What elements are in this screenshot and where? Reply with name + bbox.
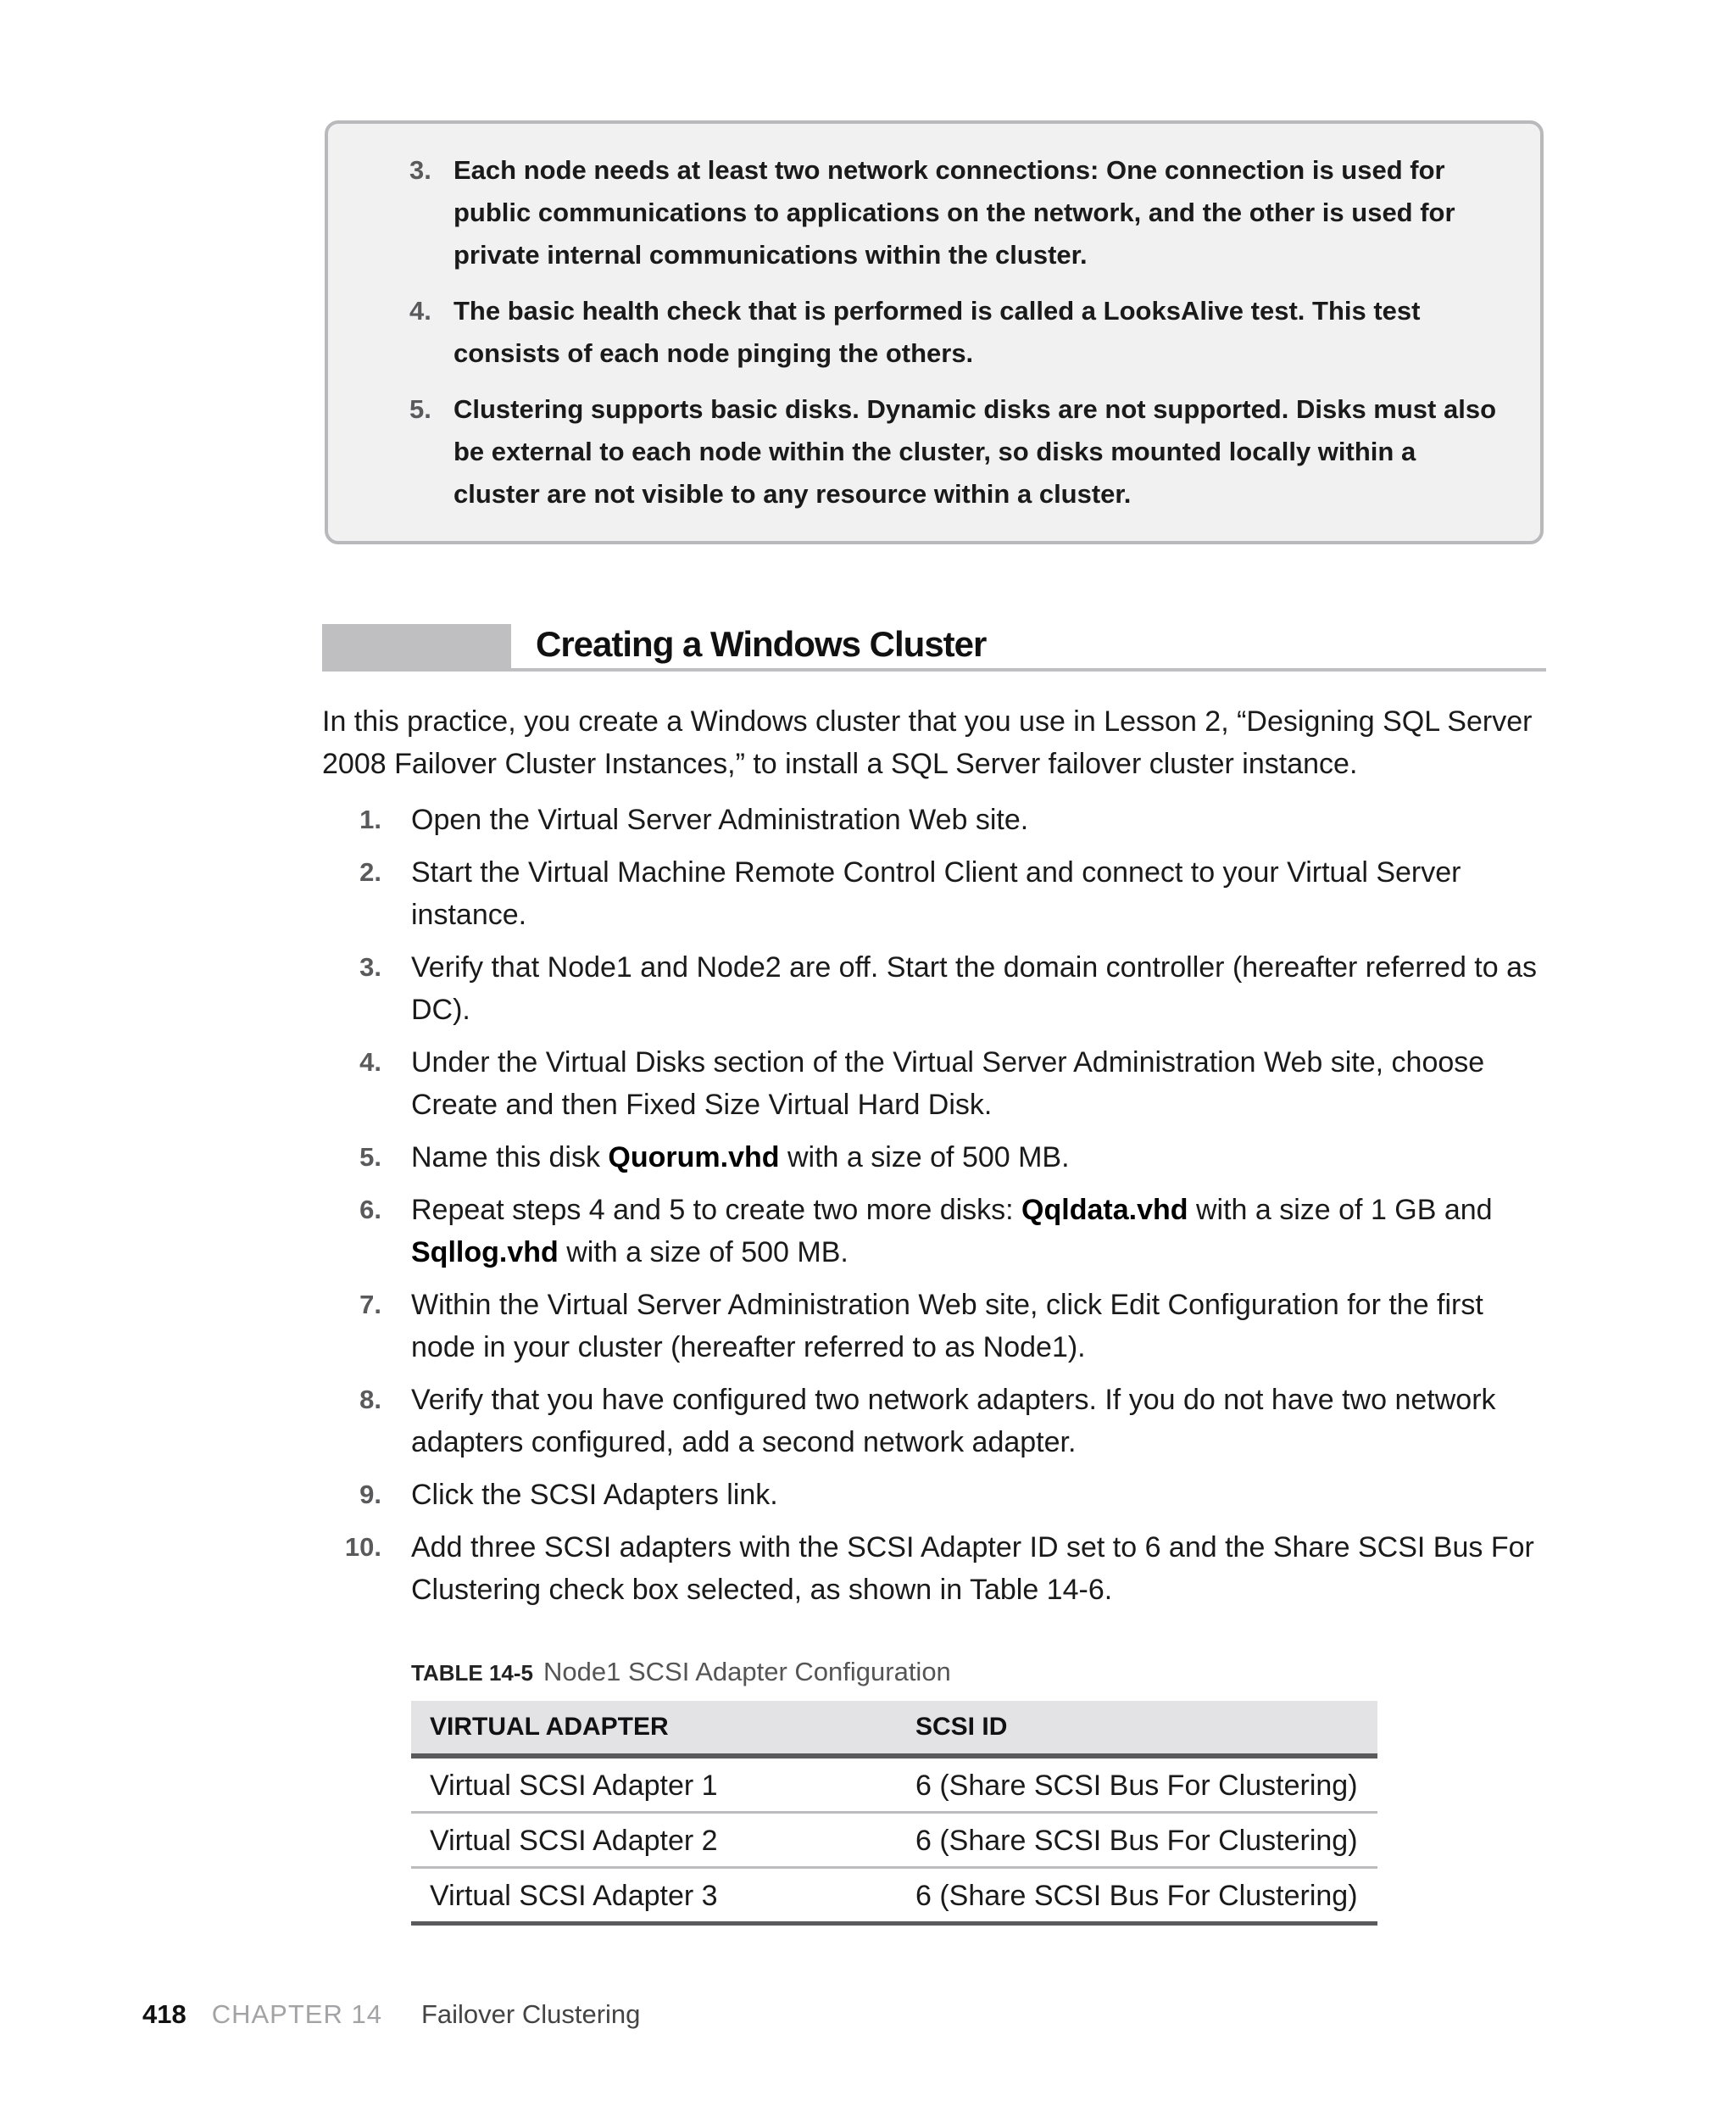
step-number: 6. bbox=[359, 1195, 381, 1224]
page-number: 418 bbox=[142, 1999, 186, 2029]
step-number: 7. bbox=[359, 1290, 381, 1319]
step-text: Open the Virtual Server Administration Web site. bbox=[411, 804, 1029, 836]
step-text: Start the Virtual Machine Remote Control Client and connect to your Virtual Server instance. bbox=[411, 856, 1461, 931]
table-caption bbox=[411, 1653, 951, 1692]
step-text: Verify that Node1 and Node2 are off. Start the domain controller (hereafter referred to as DC). bbox=[411, 951, 1538, 1026]
table-row bbox=[411, 1758, 1377, 1814]
table-header-scsi-id: SCSI ID bbox=[915, 1713, 1008, 1741]
callout-item-number: 3. bbox=[409, 155, 431, 185]
table-header-row bbox=[411, 1701, 1377, 1758]
step-number: 3. bbox=[359, 952, 381, 982]
callout-item-number: 5. bbox=[409, 394, 431, 424]
step-number: 9. bbox=[359, 1480, 381, 1509]
page-footer bbox=[142, 1996, 640, 2033]
callout-item-text: Each node needs at least two network connections: One connection is used for public communications to applications on the network, and the other is used for private internal communications within the cluster. bbox=[453, 155, 1455, 270]
table-cell: 6 (Share SCSI Bus For Clustering) bbox=[915, 1770, 1358, 1802]
step-text: Verify that you have configured two network adapters. If you do not have two network adapters configured, add a second network adapter. bbox=[411, 1384, 1496, 1458]
chapter-title: Failover Clustering bbox=[420, 1999, 641, 2029]
step-number: 5. bbox=[359, 1142, 381, 1172]
step-text: Add three SCSI adapters with the SCSI Adapter ID set to 6 and the Share SCSI Bus For Clustering check box selected, as shown in Table 14-6. bbox=[411, 1531, 1534, 1606]
step-text: Within the Virtual Server Administration Web site, click Edit Configuration for the first node in your cluster (hereafter referred to as Node1). bbox=[411, 1289, 1483, 1363]
callout-item-number: 4. bbox=[409, 296, 431, 326]
table-cell: 6 (Share SCSI Bus For Clustering) bbox=[915, 1825, 1358, 1857]
table-row bbox=[411, 1814, 1377, 1869]
step-number: 8. bbox=[359, 1385, 381, 1414]
step-text: Click the SCSI Adapters link. bbox=[411, 1479, 778, 1511]
step-number: 2. bbox=[359, 857, 381, 887]
step-text: Name this disk Quorum.vhd with a size of 500 MB. bbox=[411, 1141, 1070, 1173]
filename-sqllog: Sqllog.vhd bbox=[411, 1236, 559, 1268]
table-cell: Virtual SCSI Adapter 3 bbox=[430, 1880, 718, 1912]
scsi-adapter-table bbox=[411, 1701, 1377, 1926]
step-number: 4. bbox=[359, 1047, 381, 1077]
table-cell: Virtual SCSI Adapter 1 bbox=[430, 1770, 718, 1802]
table-header-virtual-adapter: VIRTUAL ADAPTER bbox=[430, 1713, 669, 1741]
chapter-label: CHAPTER 14 bbox=[211, 1999, 382, 2029]
heading-accent-bar bbox=[322, 624, 511, 672]
callout-item-text: The basic health check that is performed is called a LooksAlive test. This test consists of each node pinging the others. bbox=[453, 296, 1421, 368]
step-number: 10. bbox=[344, 1532, 381, 1562]
table-caption-text: Node1 SCSI Adapter Configuration bbox=[543, 1657, 951, 1686]
table-cell: 6 (Share SCSI Bus For Clustering) bbox=[915, 1880, 1358, 1912]
section-title: Creating a Windows Cluster bbox=[536, 624, 987, 664]
callout-box bbox=[325, 120, 1544, 544]
step-number: 1. bbox=[359, 805, 381, 834]
filename-qqldata: Qqldata.vhd bbox=[1021, 1194, 1188, 1226]
callout-item-text: Clustering supports basic disks. Dynamic disks are not supported. Disks must also be external to each node within the cluster, so disks mounted locally within a cluster are not visible to any resource within a cluster. bbox=[453, 394, 1497, 509]
step-text: Under the Virtual Disks section of the Virtual Server Administration Web site, choose Create and then Fixed Size Virtual Hard Disk. bbox=[411, 1046, 1485, 1121]
table-cell: Virtual SCSI Adapter 2 bbox=[430, 1825, 718, 1857]
step-text: Repeat steps 4 and 5 to create two more disks: Qqldata.vhd with a size of 1 GB and Sqllog.vhd with a size of 500 MB. bbox=[411, 1194, 1493, 1268]
table-label: TABLE 14-5 bbox=[411, 1660, 533, 1686]
intro-paragraph: In this practice, you create a Windows cluster that you use in Lesson 2, “Designing SQL Server 2008 Failover Cluster Instances,” to install a SQL Server failover cluster instance. bbox=[322, 705, 1533, 780]
filename-quorum: Quorum.vhd bbox=[608, 1141, 780, 1173]
table-row bbox=[411, 1869, 1377, 1926]
